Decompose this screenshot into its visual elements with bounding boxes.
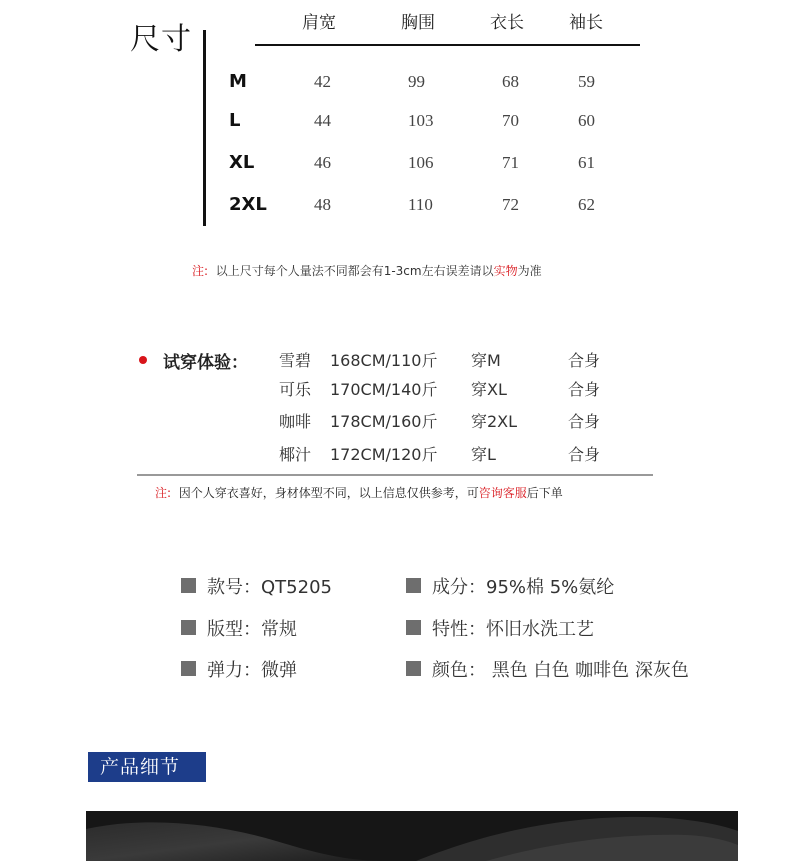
header-sleeve: 袖长 — [569, 13, 603, 33]
square-bullet-icon — [181, 661, 196, 676]
size-label-m: M — [229, 71, 247, 92]
note-text-end: 后下单 — [526, 486, 563, 500]
info-material: 成分：95%棉 5%氨纶 — [432, 577, 615, 598]
size-note — [192, 262, 542, 279]
tryon-stats: 168CM/110斤 — [330, 351, 438, 370]
tryon-name: 雪碧 — [279, 351, 312, 370]
size-cell: 106 — [408, 153, 434, 172]
tryon-name: 可乐 — [279, 380, 312, 399]
product-detail-title: 产品细节 — [88, 752, 206, 782]
square-bullet-icon — [181, 578, 196, 593]
tryon-divider — [137, 474, 653, 476]
size-label-l: L — [229, 110, 241, 131]
size-cell: 70 — [502, 111, 519, 130]
tryon-note — [155, 484, 563, 501]
tryon-fit: 合身 — [568, 351, 601, 370]
square-bullet-icon — [406, 661, 421, 676]
info-fit: 版型：常规 — [207, 619, 297, 640]
tryon-stats: 172CM/120斤 — [330, 445, 438, 464]
customer-service-link[interactable]: 咨询客服 — [478, 486, 527, 500]
fabric-texture-image — [86, 811, 738, 861]
square-bullet-icon — [181, 620, 196, 635]
note-prefix: 注: — [192, 264, 209, 278]
square-bullet-icon — [406, 620, 421, 635]
info-colors: 颜色： 黑色 白色 咖啡色 深灰色 — [432, 660, 689, 681]
tryon-name: 椰汁 — [279, 445, 312, 464]
size-label-2xl: 2XL — [229, 194, 267, 215]
tryon-fit: 合身 — [568, 412, 601, 431]
note-prefix: 注: — [155, 486, 172, 500]
note-text: 以上尺寸每个人量法不同都会有1-3cm左右误差请以 — [215, 264, 494, 278]
header-length: 衣长 — [490, 13, 524, 33]
size-chart-title: 尺寸 — [130, 22, 192, 57]
info-style-no: 款号：QT5205 — [207, 577, 332, 598]
note-text-end: 为准 — [517, 264, 542, 278]
size-cell: 59 — [578, 72, 595, 91]
tryon-size: 穿XL — [471, 380, 507, 399]
size-cell: 103 — [408, 111, 434, 130]
size-chart-vertical-divider — [203, 30, 206, 226]
note-text: 因个人穿衣喜好，身材体型不同，以上信息仅供参考，可 — [178, 486, 479, 500]
tryon-name: 咖啡 — [279, 412, 312, 431]
tryon-fit: 合身 — [568, 380, 601, 399]
tryon-size: 穿L — [471, 445, 496, 464]
tryon-stats: 178CM/160斤 — [330, 412, 438, 431]
header-shoulder-width: 肩宽 — [302, 13, 336, 33]
header-chest: 胸围 — [401, 13, 435, 33]
size-cell: 61 — [578, 153, 595, 172]
size-cell: 46 — [314, 153, 331, 172]
tryon-size: 穿2XL — [471, 412, 518, 431]
size-cell: 42 — [314, 72, 331, 91]
tryon-label: 试穿体验： — [163, 353, 248, 373]
info-elasticity: 弹力：微弹 — [207, 660, 297, 681]
size-cell: 99 — [408, 72, 425, 91]
tryon-fit: 合身 — [568, 445, 601, 464]
size-cell: 60 — [578, 111, 595, 130]
size-cell: 44 — [314, 111, 331, 130]
size-cell: 48 — [314, 195, 331, 214]
square-bullet-icon — [406, 578, 421, 593]
size-label-xl: XL — [229, 152, 255, 173]
size-cell: 72 — [502, 195, 519, 214]
tryon-stats: 170CM/140斤 — [330, 380, 438, 399]
note-highlight: 实物 — [493, 264, 518, 278]
info-feature: 特性：怀旧水洗工艺 — [432, 619, 594, 640]
product-detail-photo — [86, 811, 738, 861]
size-cell: 68 — [502, 72, 519, 91]
size-cell: 71 — [502, 153, 519, 172]
size-cell: 110 — [408, 195, 433, 214]
size-cell: 62 — [578, 195, 595, 214]
tryon-size: 穿M — [471, 351, 501, 370]
red-bullet-icon — [139, 356, 147, 364]
size-chart-header-divider — [255, 44, 640, 46]
